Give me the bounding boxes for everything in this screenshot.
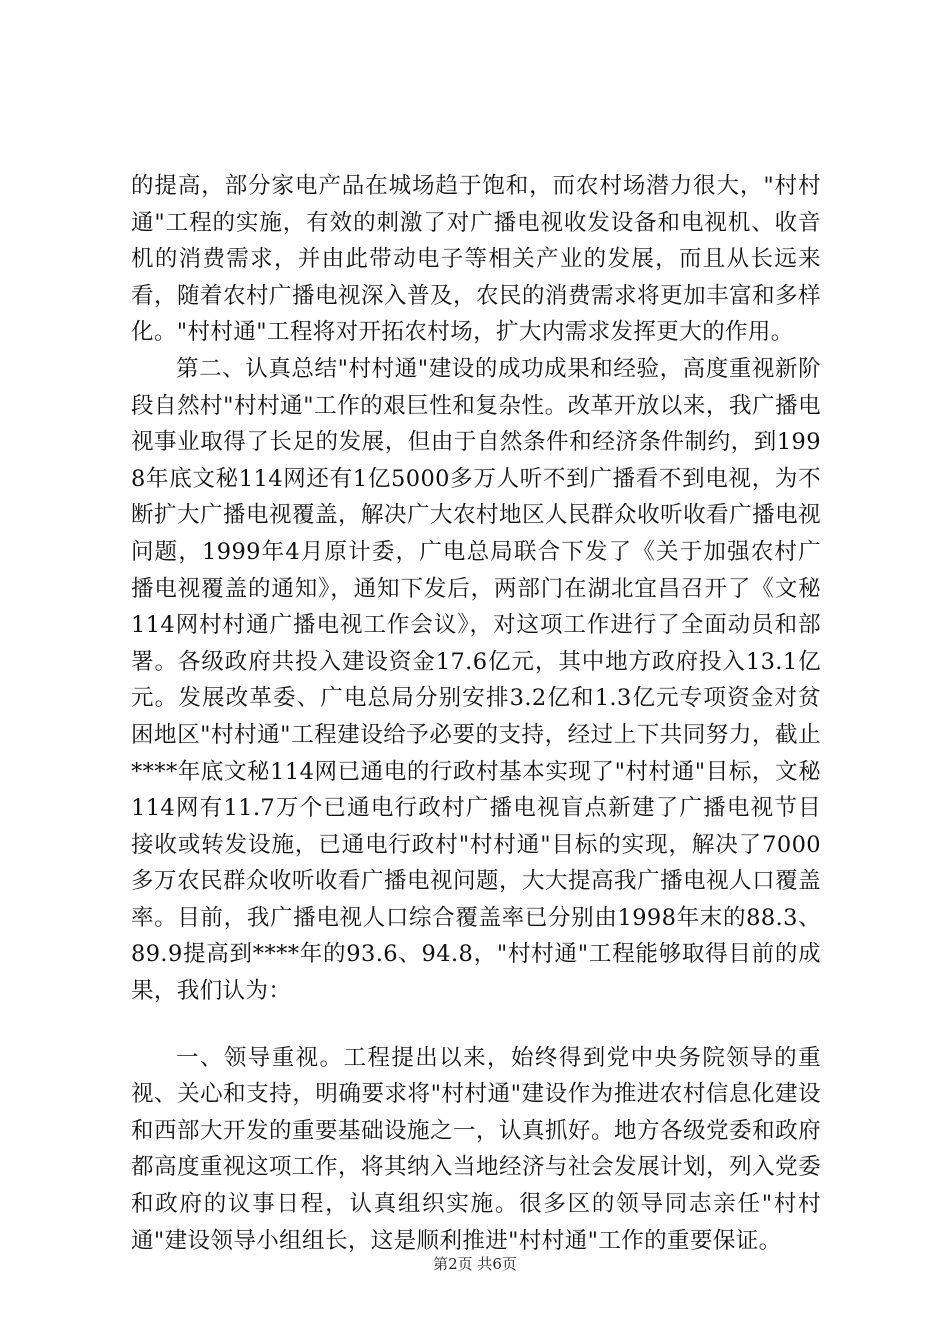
paragraph-section-two: 第二、认真总结"村村通"建设的成功成果和经验，高度重视新阶段自然村"村村通"工作的艰巨性和复杂性。改革开放以来，我广播电视事业取得了长足的发展，但由于自然条件和经济条件制约，到1998年底文秘114网还有1亿5000多万人听不到广播看不到电视，为不断扩大广播电视覆盖，解决广大农村地区人民群众收听收看广播电视问题，1999年4月原计委，广电总局联合下发了《关于加强农村广播电视覆盖的通知》，通知下发后，两部门在湖北宜昌召开了《文秘114网村村通广播电视工作会议》，对这项工作进行了全面动员和部署。各级政府共投入建设资金17.6亿元，其中地方政府投入13.1亿元。发展改革委、广电总局分别安排3.2亿和1.3亿元专项资金对贫困地区"村村通"工程建设给予必要的支持，经过上下共同努力，截止****年底文秘114网已通电的行政村基本实现了"村村通"目标，文秘114网有11.7万个已通电行政村广播电视盲点新建了广播电视节目接收或转发设施，已通电行政村"村村通"目标的实现，解决了7000多万农民群众收听收看广播电视问题，大大提高我广播电视人口覆盖率。目前，我广播电视人口综合覆盖率已分别由1998年末的88.3、89.9提高到****年的93.6、94.8，"村村通"工程能够取得目前的成果，我们认为： bbox=[131, 355, 821, 1005]
page-number-footer: 第2页 共6页 bbox=[433, 1255, 517, 1273]
document-body bbox=[131, 168, 821, 1259]
paragraph-continuation: 的提高，部分家电产品在城场趋于饱和，而农村场潜力很大，"村村通"工程的实施，有效的刺激了对广播电视收发设备和电视机、收音机的消费需求，并由此带动电子等相关产业的发展，而且从长远来看，随着农村广播电视深入普及，农民的消费需求将更加丰富和多样化。"村村通"工程将对开拓农村场，扩大内需求发挥更大的作用。 bbox=[131, 173, 821, 346]
paragraph-point-one: 一、领导重视。工程提出以来，始终得到党中央务院领导的重视、关心和支持，明确要求将"村村通"建设作为推进农村信息化建设和西部大开发的重要基础设施之一，认真抓好。地方各级党委和政府都高度重视这项工作，将其纳入当地经济与社会发展计划，列入党委和政府的议事日程，认真组织实施。很多区的领导同志亲任"村村通"建设领导小组组长，这是顺利推进"村村通"工作的重要保证。 bbox=[131, 1044, 821, 1254]
